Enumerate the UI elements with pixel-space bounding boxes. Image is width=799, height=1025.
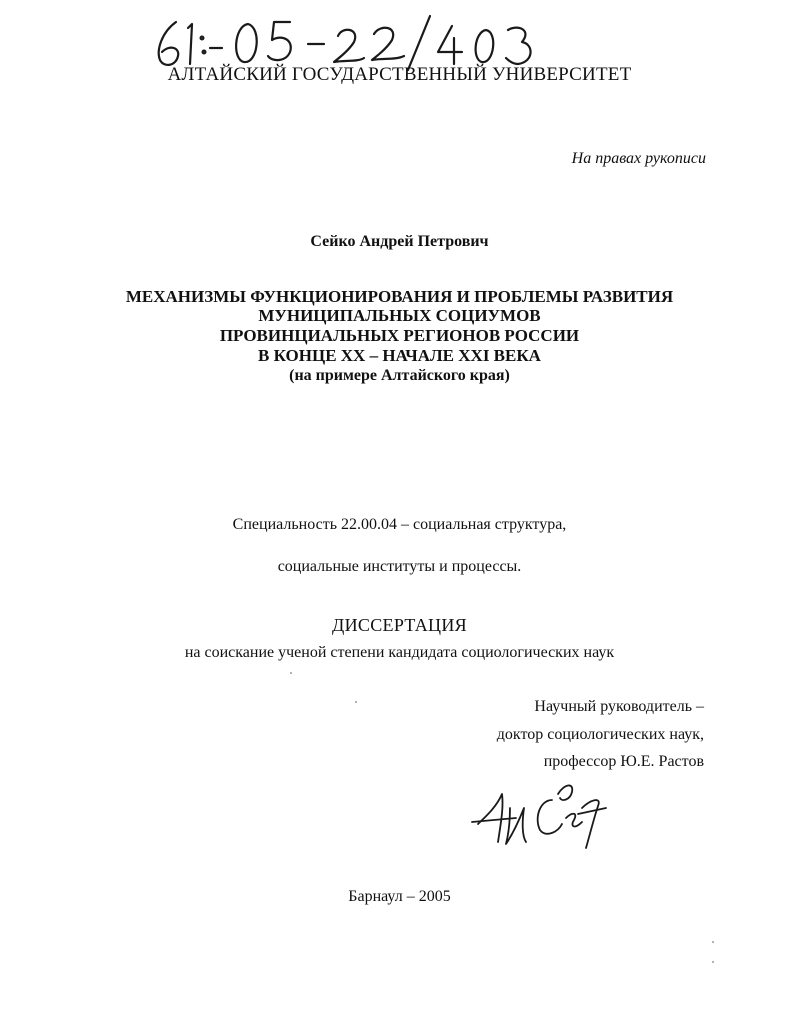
title-line-3: ПРОВИНЦИАЛЬНЫХ РЕГИОНОВ РОССИИ xyxy=(219,326,580,345)
specialty-line-2: социальные институты и процессы. xyxy=(277,558,522,575)
title-subtitle: (на примере Алтайского края) xyxy=(289,367,510,384)
manuscript-note: На правах рукописи xyxy=(571,150,706,167)
supervisor-role: Научный руководитель – xyxy=(534,698,704,715)
supervisor-degree: доктор социологических наук, xyxy=(496,726,704,743)
city-year: Барнаул – 2005 xyxy=(348,888,451,905)
dissertation-purpose: на соискание ученой степени кандидата социологических наук xyxy=(184,644,615,661)
dissertation-heading: ДИССЕРТАЦИЯ xyxy=(332,615,467,635)
title-line-1: МЕХАНИЗМЫ ФУНКЦИОНИРОВАНИЯ И ПРОБЛЕМЫ РАЗВИТИЯ xyxy=(125,287,674,306)
scan-speck xyxy=(712,961,714,963)
specialty-line-1: Специальность 22.00.04 – социальная структура, xyxy=(232,516,567,533)
scan-speck xyxy=(355,701,357,703)
title-line-4: В КОНЦЕ XX – НАЧАЛЕ XXI ВЕКА xyxy=(258,346,541,365)
supervisor-signature xyxy=(470,778,610,860)
title-line-2: МУНИЦИПАЛЬНЫХ СОЦИУМОВ xyxy=(258,306,541,325)
university-name: АЛТАЙСКИЙ ГОСУДАРСТВЕННЫЙ УНИВЕРСИТЕТ xyxy=(167,64,632,85)
scan-speck xyxy=(290,672,292,674)
supervisor-name: профессор Ю.Е. Растов xyxy=(543,753,704,770)
scan-speck xyxy=(712,941,714,943)
author-name: Сейко Андрей Петрович xyxy=(310,233,489,250)
